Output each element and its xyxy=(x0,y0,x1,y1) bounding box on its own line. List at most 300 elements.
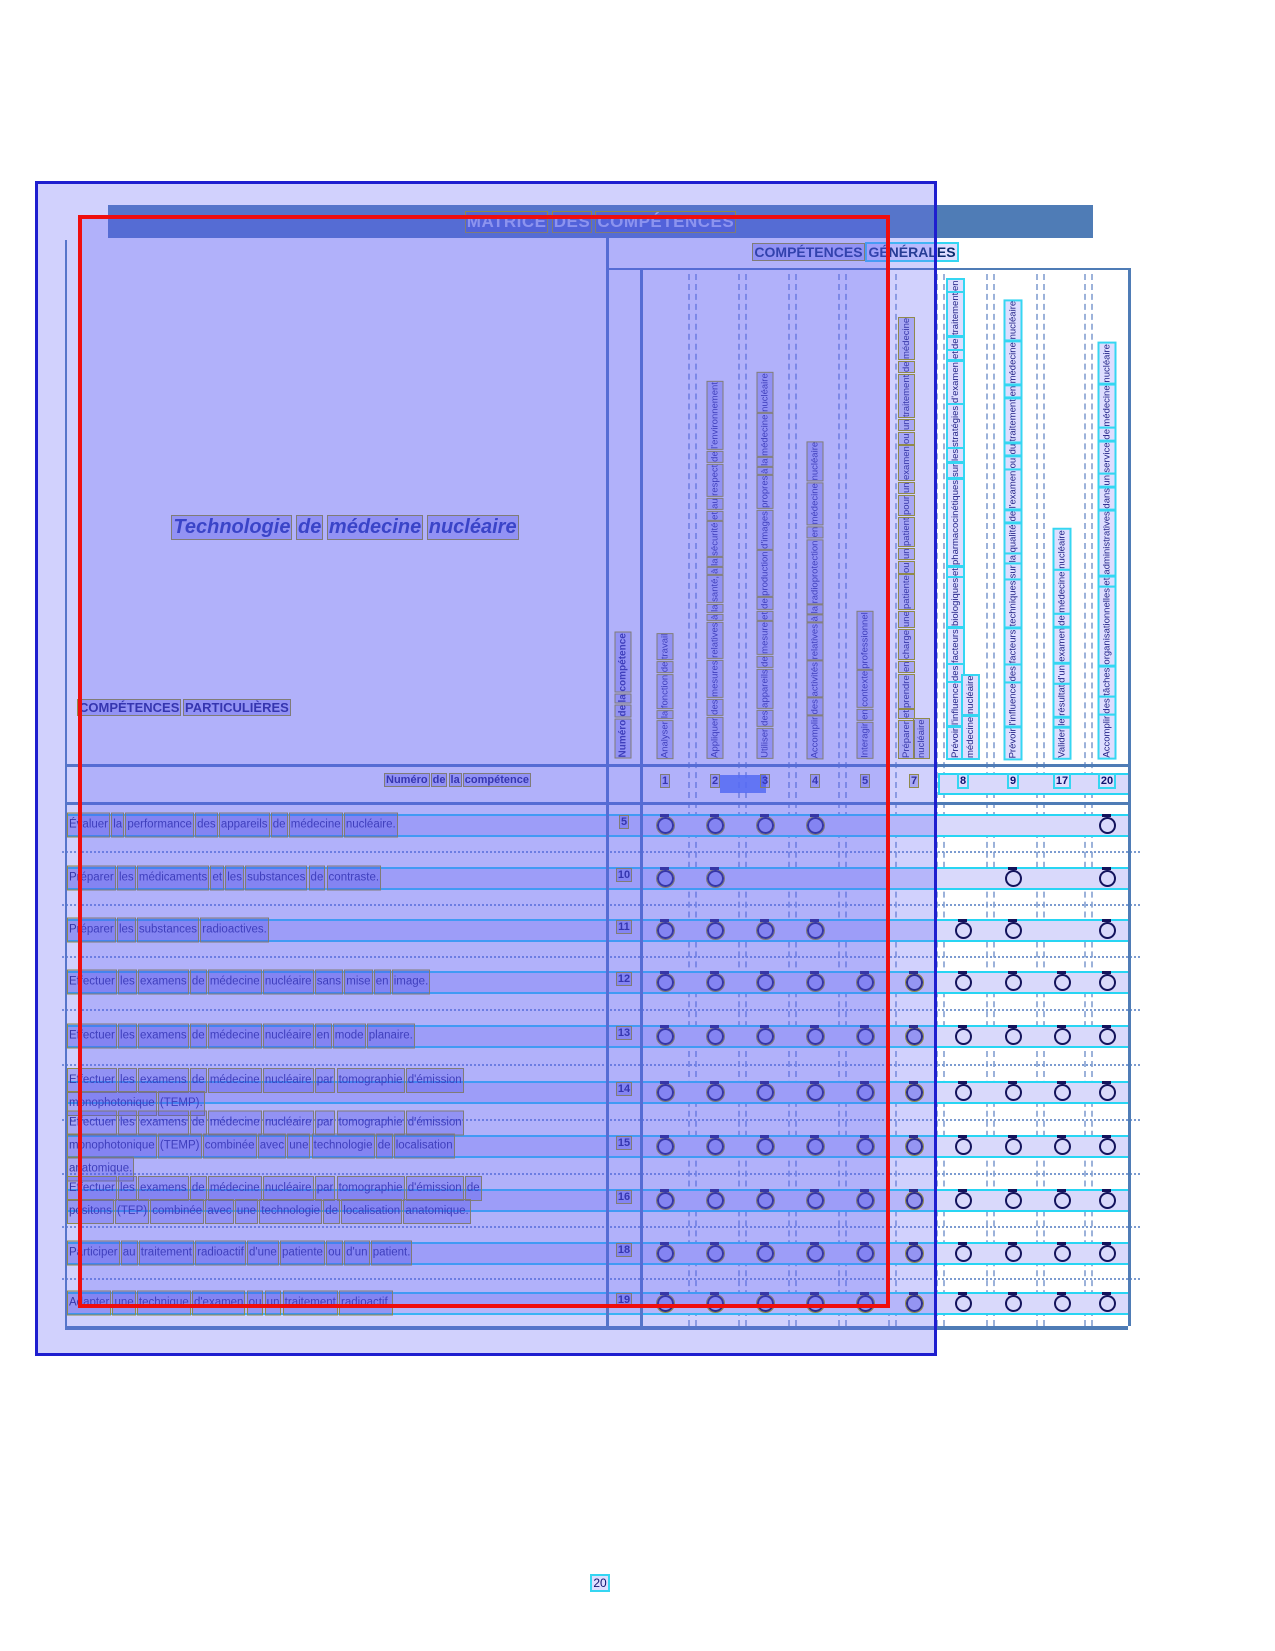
word-box: Préparer xyxy=(68,919,115,942)
competency-mark-circle xyxy=(955,1028,972,1045)
word-box: Effectuer xyxy=(68,1112,116,1135)
row-label xyxy=(68,971,498,994)
word-box: patiente xyxy=(281,1242,324,1265)
competency-mark-circle xyxy=(807,1138,824,1155)
word-box: du xyxy=(1007,443,1019,455)
competency-mark-circle xyxy=(955,1192,972,1209)
word-box: monophotonique xyxy=(68,1092,156,1115)
word-box: médecine xyxy=(209,1112,261,1135)
word-box: examens xyxy=(139,1112,188,1135)
word-box: de xyxy=(901,361,912,373)
competency-mark-circle xyxy=(657,1245,674,1262)
row-number-value: 19 xyxy=(617,1294,631,1306)
row-separator-dotted xyxy=(62,956,1140,958)
word-box: des xyxy=(1101,698,1113,714)
word-box: Prévoir xyxy=(950,727,961,758)
word-box: d'émission xyxy=(407,1177,463,1200)
word-box: les xyxy=(118,919,135,942)
word-box: à xyxy=(709,568,721,574)
competency-mark-circle xyxy=(757,1295,774,1312)
word-box: la xyxy=(617,694,629,703)
word-box: radioactif xyxy=(196,1242,245,1265)
word-box: des xyxy=(759,711,771,727)
row-label xyxy=(68,1025,498,1048)
competency-mark-circle xyxy=(657,1084,674,1101)
word-box: de xyxy=(324,1200,339,1223)
word-box: les xyxy=(950,449,961,462)
word-box: sur xyxy=(1007,564,1019,578)
word-box: Analyser xyxy=(659,721,671,758)
word-box: l'examen xyxy=(1007,470,1019,508)
word-box: radioprotection xyxy=(809,539,821,603)
word-box: ou xyxy=(901,561,912,573)
word-box: les xyxy=(119,1112,136,1135)
word-box: de xyxy=(310,867,325,890)
word-box: image. xyxy=(393,971,430,994)
word-box: anatomique. xyxy=(404,1200,469,1223)
competency-mark-circle xyxy=(1099,1028,1116,1045)
word-box: une xyxy=(236,1200,257,1223)
competency-mark-circle xyxy=(955,1245,972,1262)
word-box: Numéro xyxy=(386,774,428,786)
word-box: à xyxy=(809,615,821,621)
competency-mark-circle xyxy=(757,974,774,991)
word-box: de xyxy=(950,338,961,349)
row-number xyxy=(606,1294,642,1306)
competency-mark-circle xyxy=(707,1295,724,1312)
competency-mark-circle xyxy=(906,1138,923,1155)
column-header-rotated xyxy=(948,280,978,758)
competency-mark-circle xyxy=(757,1084,774,1101)
word-box: médecine xyxy=(1101,385,1113,427)
grid-line-horizontal xyxy=(65,1326,1128,1330)
column-number xyxy=(702,775,728,787)
competency-mark-circle xyxy=(807,817,824,834)
grid-line-horizontal xyxy=(606,268,1128,270)
word-box: de xyxy=(617,705,629,718)
column-separator-dotted xyxy=(986,274,995,1326)
word-box: ou xyxy=(327,1242,342,1265)
competency-mark-circle xyxy=(1005,1192,1022,1209)
word-box: examen xyxy=(901,446,912,481)
column-header-rotated xyxy=(708,382,723,758)
word-box: localisation xyxy=(395,1135,454,1158)
word-box: la xyxy=(112,814,123,837)
competency-mark-circle xyxy=(955,1084,972,1101)
word-box: par xyxy=(316,1112,335,1135)
word-box: la xyxy=(759,458,771,466)
word-box: technique xyxy=(138,1292,190,1315)
word-box: combinée xyxy=(204,1135,256,1158)
column-number-value: 5 xyxy=(861,775,869,787)
word-box: combinée xyxy=(151,1200,203,1223)
word-box: substances xyxy=(138,919,198,942)
row-number-value: 14 xyxy=(617,1083,631,1095)
word-box: professionnel xyxy=(859,612,871,669)
word-box: médecine xyxy=(209,971,261,994)
column-header-rotated xyxy=(899,280,929,758)
competency-mark-circle xyxy=(1054,1192,1071,1209)
row-number xyxy=(606,1191,642,1203)
word-box: par xyxy=(316,1177,335,1200)
competency-mark-circle xyxy=(1005,870,1022,887)
column-header-rotated xyxy=(758,373,773,758)
competency-mark-circle xyxy=(657,1192,674,1209)
word-box: patient. xyxy=(372,1242,412,1265)
word-box: technologie xyxy=(260,1200,321,1223)
page-number xyxy=(570,1576,630,1590)
row-number xyxy=(606,1083,642,1095)
word-box: de xyxy=(709,451,721,463)
competency-mark-circle xyxy=(1099,922,1116,939)
word-box: médecine xyxy=(759,414,771,456)
grid-line-vertical xyxy=(65,240,67,1326)
word-box: localisation xyxy=(342,1200,401,1223)
word-box: médecine xyxy=(901,317,912,360)
word-box: Technologie xyxy=(173,516,291,538)
competency-mark-circle xyxy=(757,817,774,834)
word-box: de xyxy=(466,1177,481,1200)
word-box: Interagir xyxy=(859,723,871,758)
word-box: contexte xyxy=(859,671,871,708)
word-box: nucléaire xyxy=(428,516,517,538)
general-competencies-heading xyxy=(620,244,1090,260)
word-box: Accomplir xyxy=(1101,716,1113,758)
word-box: (TEP) xyxy=(116,1200,148,1223)
word-box: à xyxy=(709,614,721,621)
word-box: des xyxy=(950,665,961,681)
word-box: mesures xyxy=(709,660,721,698)
competency-mark-circle xyxy=(857,974,874,991)
word-box: ou xyxy=(1007,456,1019,468)
column-number xyxy=(950,775,976,787)
word-box: Accomplir xyxy=(809,716,821,758)
row-number-value: 18 xyxy=(617,1244,631,1256)
word-box: à xyxy=(759,468,771,474)
competency-mark-circle xyxy=(757,1028,774,1045)
competency-mark-circle xyxy=(1099,1295,1116,1312)
competency-mark-circle xyxy=(757,1138,774,1155)
competency-mark-circle xyxy=(906,974,923,991)
column-header-rotated xyxy=(658,634,673,758)
word-box: en xyxy=(375,971,390,994)
competency-mark-circle xyxy=(1099,817,1116,834)
word-box: les xyxy=(226,867,243,890)
word-box: nucléaire xyxy=(759,373,771,412)
word-box: sur xyxy=(950,464,961,478)
competency-mark-circle xyxy=(955,922,972,939)
competency-mark-circle xyxy=(1005,922,1022,939)
competency-mark-circle xyxy=(807,922,824,939)
competency-mark-circle xyxy=(906,1245,923,1262)
word-box: au xyxy=(709,498,721,510)
word-box: travail xyxy=(659,633,671,660)
word-box: Évaluer xyxy=(68,814,109,837)
grid-line-vertical xyxy=(1128,268,1131,1326)
word-box: les xyxy=(119,1069,136,1092)
word-box: COMPÉTENCES xyxy=(754,244,863,260)
word-box: médecine xyxy=(809,482,821,524)
word-box: ou xyxy=(248,1292,263,1315)
word-box: un xyxy=(901,548,912,560)
word-box: une xyxy=(901,611,912,628)
word-box: des xyxy=(196,814,217,837)
competency-mark-circle xyxy=(707,974,724,991)
row-separator-dotted xyxy=(62,1278,1140,1280)
word-box: médecine xyxy=(290,814,342,837)
word-box: traitement xyxy=(901,374,912,418)
word-box: techniques xyxy=(1007,580,1019,627)
word-box: la xyxy=(709,558,721,566)
competency-mark-circle xyxy=(657,1295,674,1312)
word-box: facteurs xyxy=(1007,628,1019,663)
competency-mark-circle xyxy=(1005,1245,1022,1262)
row-number xyxy=(606,973,642,985)
competency-mark-circle xyxy=(1099,974,1116,991)
competency-mark-circle xyxy=(707,1138,724,1155)
word-box: nucléaire. xyxy=(345,814,397,837)
competency-mark-circle xyxy=(707,817,724,834)
word-box: traitement xyxy=(1007,398,1019,442)
column-separator-dotted xyxy=(688,274,697,1326)
column-header-rotated xyxy=(1006,301,1021,758)
word-box: une xyxy=(288,1135,309,1158)
competency-mark-circle xyxy=(1054,974,1071,991)
column-number xyxy=(802,775,828,787)
word-box: et xyxy=(759,611,771,620)
word-box: et xyxy=(950,351,961,360)
word-box: positons xyxy=(68,1200,113,1223)
row-number xyxy=(606,1244,642,1256)
word-box: biologiques xyxy=(950,578,961,627)
word-box: médecine xyxy=(965,716,976,758)
word-box: médecine xyxy=(328,516,422,538)
word-box: la xyxy=(709,604,721,613)
word-box: facteurs xyxy=(950,628,961,663)
word-box: substances xyxy=(246,867,306,890)
word-box: propres xyxy=(759,476,771,509)
competency-mark-circle xyxy=(807,1192,824,1209)
word-box: nucléaire xyxy=(264,1177,313,1200)
row-label xyxy=(68,1292,498,1315)
word-box: médecine xyxy=(209,1069,261,1092)
word-box: Effectuer xyxy=(68,971,116,994)
word-box: mode xyxy=(334,1025,365,1048)
word-box: Adapter xyxy=(68,1292,110,1315)
word-box: la xyxy=(450,774,460,786)
word-box: de xyxy=(191,971,206,994)
column-header-rotated xyxy=(1100,344,1115,758)
word-box: tomographie xyxy=(338,1112,404,1135)
competency-mark-circle xyxy=(1099,870,1116,887)
word-box: d'un xyxy=(1056,664,1068,683)
word-box: médecine xyxy=(1056,571,1068,613)
word-box: radioactif. xyxy=(340,1292,392,1315)
word-box: Appliquer xyxy=(709,717,721,758)
competency-mark-circle xyxy=(906,1028,923,1045)
word-box: sécurité xyxy=(709,522,721,556)
grid-line-vertical xyxy=(606,238,609,1326)
competency-mark-circle xyxy=(657,1028,674,1045)
column-separator-dotted xyxy=(738,274,747,1326)
word-box: (TEMP). xyxy=(159,1092,204,1115)
competency-mark-circle xyxy=(1099,1138,1116,1155)
word-box: Utiliser xyxy=(759,728,771,758)
word-box: et xyxy=(211,867,223,890)
word-box: administratives xyxy=(1101,511,1113,576)
row-number-value: 12 xyxy=(617,973,631,985)
competency-mark-circle xyxy=(1005,1084,1022,1101)
column-number-value: 7 xyxy=(910,775,918,787)
competency-mark-circle xyxy=(906,1192,923,1209)
row-number xyxy=(606,921,642,933)
word-box: en xyxy=(950,280,961,291)
column-number-value: 1 xyxy=(661,775,669,787)
column-number-value: 2 xyxy=(711,775,719,787)
word-box: médecine xyxy=(209,1025,261,1048)
word-box: examens xyxy=(139,1177,188,1200)
word-box: de xyxy=(298,516,322,538)
word-box: performance xyxy=(126,814,193,837)
word-box: radioactives. xyxy=(201,919,268,942)
competency-mark-circle xyxy=(1005,1138,1022,1155)
row-separator-dotted xyxy=(62,1226,1140,1228)
row-number-value: 15 xyxy=(617,1137,631,1149)
competency-mark-circle xyxy=(807,1295,824,1312)
word-box: en xyxy=(859,709,871,721)
word-box: des xyxy=(809,698,821,714)
word-box: et xyxy=(1101,577,1113,586)
word-box: et xyxy=(950,567,961,576)
row-label xyxy=(68,1177,498,1223)
row-number-axis-label-rotated xyxy=(616,633,631,758)
word-box: tomographie xyxy=(338,1069,404,1092)
word-box: un xyxy=(901,419,912,431)
word-box: de xyxy=(191,1025,206,1048)
word-box: service xyxy=(1101,442,1113,473)
word-box: un xyxy=(901,482,912,494)
competency-mark-circle xyxy=(857,1245,874,1262)
column-number xyxy=(901,775,927,787)
word-box: d'émission xyxy=(407,1112,463,1135)
word-box: les xyxy=(119,1025,136,1048)
row-number xyxy=(606,816,642,828)
row-label xyxy=(68,1242,498,1265)
row-separator-dotted xyxy=(62,904,1140,906)
row-label xyxy=(68,1112,498,1181)
word-box: de xyxy=(191,1177,206,1200)
word-box: les xyxy=(118,867,135,890)
word-box: de xyxy=(659,661,671,673)
column-header-rotated xyxy=(1055,530,1070,758)
competency-mark-circle xyxy=(807,1028,824,1045)
word-box: des xyxy=(1007,665,1019,681)
competency-mark-circle xyxy=(857,1138,874,1155)
competency-mark-circle xyxy=(955,1138,972,1155)
row-number-value: 16 xyxy=(617,1191,631,1203)
competency-mark-circle xyxy=(1054,1028,1071,1045)
competency-mark-circle xyxy=(955,1295,972,1312)
competency-mark-circle xyxy=(1005,1295,1022,1312)
word-box: en xyxy=(809,526,821,538)
word-box: contraste. xyxy=(328,867,381,890)
word-box: tâches xyxy=(1101,667,1113,696)
word-box: relatives xyxy=(709,622,721,659)
word-box: de xyxy=(759,656,771,668)
word-box: d'images xyxy=(759,511,771,549)
word-box: les xyxy=(119,971,136,994)
column-separator-dotted xyxy=(936,274,945,1326)
row-number-value: 10 xyxy=(617,869,631,881)
word-box: d'un xyxy=(345,1242,368,1265)
word-box: l'influence xyxy=(1007,683,1019,726)
word-box: prendre xyxy=(901,675,912,708)
competency-number-row-label xyxy=(260,774,530,786)
competency-mark-circle xyxy=(657,974,674,991)
competency-mark-circle xyxy=(1099,1192,1116,1209)
word-box: traitement xyxy=(284,1292,337,1315)
word-box: examen xyxy=(1056,628,1068,663)
word-box: patient xyxy=(901,517,912,547)
word-box: traitement xyxy=(140,1242,193,1265)
word-box: examens xyxy=(139,1025,188,1048)
competency-mark-circle xyxy=(657,1138,674,1155)
word-box: relatives xyxy=(809,623,821,659)
word-box: nucléaire xyxy=(1056,530,1068,569)
word-box: nucléaire xyxy=(809,441,821,481)
word-box: production xyxy=(759,551,771,596)
word-box: de xyxy=(1007,510,1019,522)
word-box: mesure xyxy=(759,622,771,654)
word-box: et xyxy=(901,710,912,719)
word-box: d'une xyxy=(248,1242,278,1265)
word-box: Effectuer xyxy=(68,1177,116,1200)
column-header-rotated xyxy=(808,442,823,758)
word-box: en xyxy=(1007,385,1019,397)
word-box: appareils xyxy=(220,814,269,837)
word-box: un xyxy=(266,1292,281,1315)
competency-mark-circle xyxy=(757,1245,774,1262)
row-number-value: 5 xyxy=(620,816,628,828)
competency-mark-circle xyxy=(1054,1245,1071,1262)
row-label xyxy=(68,867,498,890)
word-box: nucléaire xyxy=(1101,344,1113,383)
competency-mark-circle xyxy=(1005,974,1022,991)
word-box: 20 xyxy=(593,1576,607,1590)
competency-mark-circle xyxy=(1005,1028,1022,1045)
word-box: MATRICE xyxy=(466,211,547,231)
word-box: anatomique. xyxy=(68,1158,133,1181)
competency-mark-circle xyxy=(857,1295,874,1312)
word-box: l'environnement xyxy=(709,382,721,449)
program-title xyxy=(110,516,580,539)
word-box: monophotonique xyxy=(68,1135,156,1158)
competency-mark-circle xyxy=(857,1192,874,1209)
word-box: Valider xyxy=(1056,729,1068,758)
row-label xyxy=(68,919,498,942)
word-box: d'examen xyxy=(193,1292,245,1315)
word-box: compétence xyxy=(464,774,529,786)
word-box: Effectuer xyxy=(68,1025,116,1048)
word-box: de xyxy=(1056,615,1068,626)
column-number-value: 3 xyxy=(761,775,769,787)
word-box: de xyxy=(191,1069,206,1092)
word-box: la xyxy=(1007,554,1019,562)
column-number xyxy=(852,775,878,787)
word-box: mise xyxy=(345,971,371,994)
word-box: traitement xyxy=(950,293,961,336)
competency-mark-circle xyxy=(1099,1084,1116,1101)
